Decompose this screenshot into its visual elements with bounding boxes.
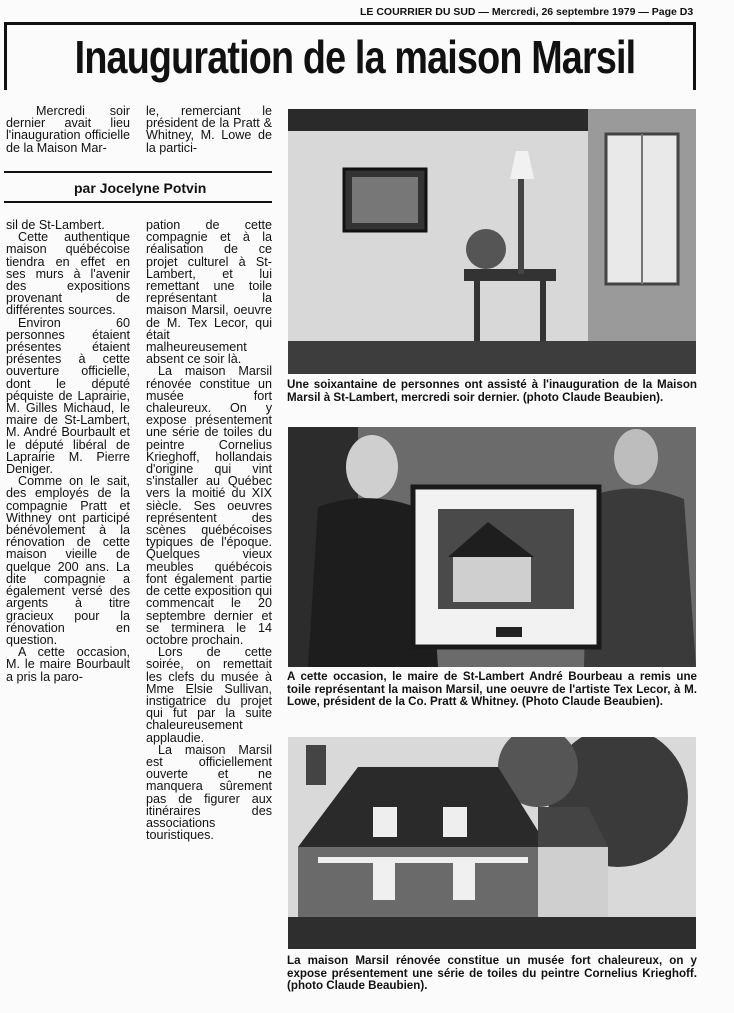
lead-col2-text: le, remerciant le président de la Pratt & Whitney, M. Lowe de la partici- (146, 104, 272, 155)
masthead: LE COURRIER DU SUD — Mercredi, 26 septembre 1979 — Page D3 (360, 6, 694, 18)
body-column-1 (6, 219, 130, 683)
body-paragraph: Environ 60 personnes étaient présentes étaient présentes à cette ouverture officielle, dont le député péquiste de Laprairie, M. Gilles Michaud, le maire de St-Lambert, M. André Bourbault et le député libéral de Laprairie M. Pierre Deniger. (6, 315, 130, 477)
caption-photo-1: Une soixantaine de personnes ont assisté à l'inauguration de la Maison Marsil à St-Lambert, mercredi soir dernier. (photo Claude Beaubien). (287, 378, 697, 404)
photo-house (288, 737, 696, 949)
photo-presentation (288, 427, 696, 667)
lead-col1-text: Mercredi soir dernier avait lieu l'inauguration officielle de la Maison Mar- (6, 104, 130, 155)
body-paragraph: Comme on le sait, des employés de la compagnie Pratt et Withney ont participé bénévolement à la rénovation de cette maison vieille de quelque 200 ans. La dite compagnie a également versé des argents à titre gracieux pour la rénovation en question. (6, 474, 130, 647)
byline-rule-bottom (4, 201, 272, 203)
body-paragraph: Cette authentique maison québécoise tiendra en effet en ses murs à l'avenir des expositions provenant de différentes sources. (6, 230, 130, 318)
lead-col1 (6, 105, 130, 154)
caption-photo-2: A cette occasion, le maire de St-Lambert André Bourbeau a remis une toile représentant la maison Marsil, une oeuvre de l'artiste Tex Lecor, à M. Lowe, président de la Co. Pratt & Whitney. (Photo Claude Beaubien). (287, 670, 697, 708)
byline: par Jocelyne Potvin (74, 180, 207, 196)
body-paragraph: A cette occasion, M. le maire Bourbault a pris la paro- (6, 645, 130, 684)
body-paragraph: pation de cette compagnie et à la réalisation de ce projet culturel à St-Lambert, et lui remettant une toile représentant la maison Marsil, oeuvre de M. Tex Lecor, qui était malheureusement absent ce soir là. (146, 218, 272, 367)
body-paragraph: Lors de cette soirée, on remettait les clefs du musée à Mme Elsie Sullivan, instigatrice du projet qui fut par la suite chaleureusement applaudie. (146, 645, 272, 745)
body-paragraph: La maison Marsil rénovée constitue un musée fort chaleureux. On y expose présentement une série de toiles du peintre Cornelius Krieghoff, hollandais d'origine qui vint s'installer au Québec vers la moitié du XIX siècle. Ses oeuvres représentent des scènes québécoises typiques de l'époque. Quelques vieux meubles québécois font également partie de cette exposition qui commencait le 20 septembre dernier et se terminera le 14 octobre prochain. (146, 364, 272, 647)
headline: Inauguration de la maison Marsil (74, 31, 636, 83)
body-paragraph: sil de St-Lambert. (6, 218, 105, 232)
lead-col2 (146, 105, 272, 154)
interior-illustration (288, 109, 696, 374)
presentation-illustration (288, 427, 696, 667)
byline-rule-top (4, 171, 272, 173)
caption-photo-3: La maison Marsil rénovée constitue un musée fort chaleureux, on y expose présentement une série de toiles du peintre Cornelius Krieghoff. (photo Claude Beaubien). (287, 954, 697, 992)
house-illustration (288, 737, 696, 949)
body-paragraph: La maison Marsil est officiellement ouverte et ne manquera sûrement pas de figurer aux itinéraires des associations touristiques. (146, 742, 272, 843)
body-column-2 (146, 219, 272, 841)
photo-interior (288, 109, 696, 374)
